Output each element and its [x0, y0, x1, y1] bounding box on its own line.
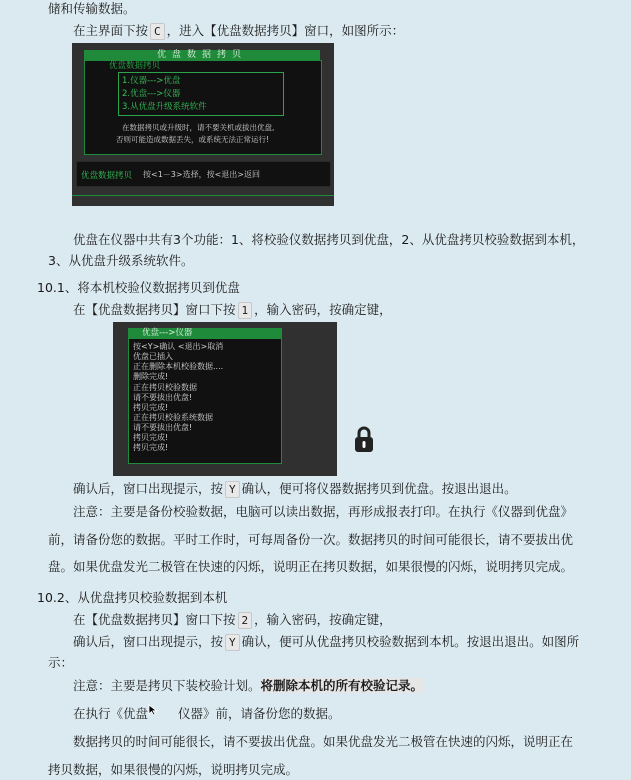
- heading-10-2: 10.2、从优盘拷贝校验数据到本机: [37, 590, 228, 605]
- screen1-bottom-line: [72, 195, 334, 196]
- exec-paragraph: [73, 705, 341, 723]
- note2-pre: 注意：主要是拷贝下装校验计划。: [73, 678, 261, 693]
- menu-item-1[interactable]: 1.仪器--->优盘: [122, 76, 181, 86]
- note-1-line2: 前，请备份您的数据。平时工作时，可每周备份一次。数据拷贝的时间可能很长，请不要拔出优: [48, 532, 574, 547]
- menu-item-2[interactable]: 2.优盘--->仪器: [122, 89, 181, 99]
- status-bar-hint: 按<1－3>选择，按<退出>返回: [143, 170, 260, 179]
- p102-pre: 在【优盘数据拷贝】窗口下按: [73, 612, 236, 627]
- screen2-line-11: 拷贝完成!: [133, 443, 169, 452]
- screen2-line-7: 拷贝完成!: [133, 403, 169, 412]
- function-paragraph-line2: 3、从优盘升级系统软件。: [48, 253, 194, 268]
- warning-line-1: 在数据拷贝或升级时，请不要关机或拔出优盘,: [122, 123, 275, 132]
- confirm2-post: 确认，便可从优盘拷贝校验数据到本机。按退出退出。如图所: [241, 634, 580, 649]
- key-c: C: [150, 23, 165, 40]
- p101-pre: 在【优盘数据拷贝】窗口下按: [73, 302, 236, 317]
- screen2-line-3: 正在删除本机校验数据....: [133, 362, 224, 371]
- status-bar-label: 优盘数据拷贝: [81, 171, 133, 181]
- note-1-line1: 注意：主要是备份校验数据，电脑可以读出数据，再形成报表打印。在执行《仪器到优盘》: [73, 504, 574, 519]
- screen2-title: 优盘--->仪器: [128, 328, 282, 338]
- key-y: Y: [225, 481, 240, 498]
- p102-post: ，输入密码，按确定键，: [254, 612, 392, 627]
- screen2-line-2: 优盘已插入: [133, 352, 173, 361]
- note2-bold: 将删除本机的所有校验记录。: [260, 678, 424, 693]
- confirm1-post: 确认，便可将仪器数据拷贝到优盘。按退出退出。: [241, 481, 517, 496]
- screen2-line-1: 按<Y>确认 <退出>取消: [133, 342, 224, 351]
- usb-copy-screenshot: [72, 43, 334, 206]
- menu-item-3[interactable]: 3.从优盘升级系统软件: [122, 102, 207, 112]
- exec2-pre: 在执行《优盘: [73, 706, 149, 721]
- usb-to-device-screenshot: [113, 322, 337, 476]
- intro-pre: 在主界面下按: [73, 23, 149, 38]
- screen2-line-10: 拷贝完成!: [133, 433, 169, 442]
- para-10-2: [73, 611, 392, 629]
- lock-icon: [353, 425, 375, 453]
- screen1-title: 优盘数据拷贝: [84, 50, 320, 60]
- confirm1-pre: 确认后，窗口出现提示，按: [73, 481, 224, 496]
- p101-post: ，输入密码，按确定键，: [254, 302, 392, 317]
- tail-line2: 拷贝数据，如果很慢的闪烁，说明拷贝完成。: [48, 762, 299, 777]
- intro-post: ，进入【优盘数据拷贝】窗口，如图所示：: [166, 23, 405, 38]
- confirm-paragraph-2-line2: 示：: [48, 655, 74, 670]
- screen2-line-8: 正在拷贝校验系统数据: [133, 413, 213, 422]
- cursor-arrow-icon: [148, 704, 158, 716]
- screen2-line-9: 请不要拔出优盘!: [133, 423, 193, 432]
- para-10-1: [73, 301, 392, 319]
- line-storage: 储和传输数据。: [48, 1, 136, 16]
- heading-10-1: 10.1、将本机校验仪数据拷贝到优盘: [37, 280, 240, 295]
- screen1-subtitle: 优盘数据拷贝: [109, 61, 161, 71]
- confirm-paragraph-1: [73, 480, 517, 498]
- warning-line-2: 否则可能造成数据丢失，或系统无法正常运行!: [116, 135, 270, 144]
- key-1: 1: [238, 302, 253, 319]
- note-1-line3: 盘。如果优盘发光二极管在快速的闪烁，说明正在拷贝数据，如果很慢的闪烁，说明拷贝完成。: [48, 559, 574, 574]
- exec2-post: 仪器》前，请备份您的数据。: [178, 706, 341, 721]
- note-2: [73, 677, 423, 695]
- screen2-line-6: 请不要拔出优盘!: [133, 393, 193, 402]
- tail-line1: 数据拷贝的时间可能很长，请不要拔出优盘。如果优盘发光二极管在快速的闪烁，说明正在: [73, 734, 574, 749]
- key-y-2: Y: [225, 634, 240, 651]
- intro-paragraph: [73, 22, 404, 40]
- key-2: 2: [238, 612, 253, 629]
- confirm-paragraph-2: [73, 633, 579, 651]
- screen2-line-5: 正在拷贝校验数据: [133, 383, 197, 392]
- screen2-line-4: 删除完成!: [133, 372, 169, 381]
- confirm2-pre: 确认后，窗口出现提示，按: [73, 634, 224, 649]
- function-paragraph-line1: 优盘在仪器中共有3个功能：1、将校验仪数据拷贝到优盘，2、从优盘拷贝校验数据到本机，: [73, 232, 585, 247]
